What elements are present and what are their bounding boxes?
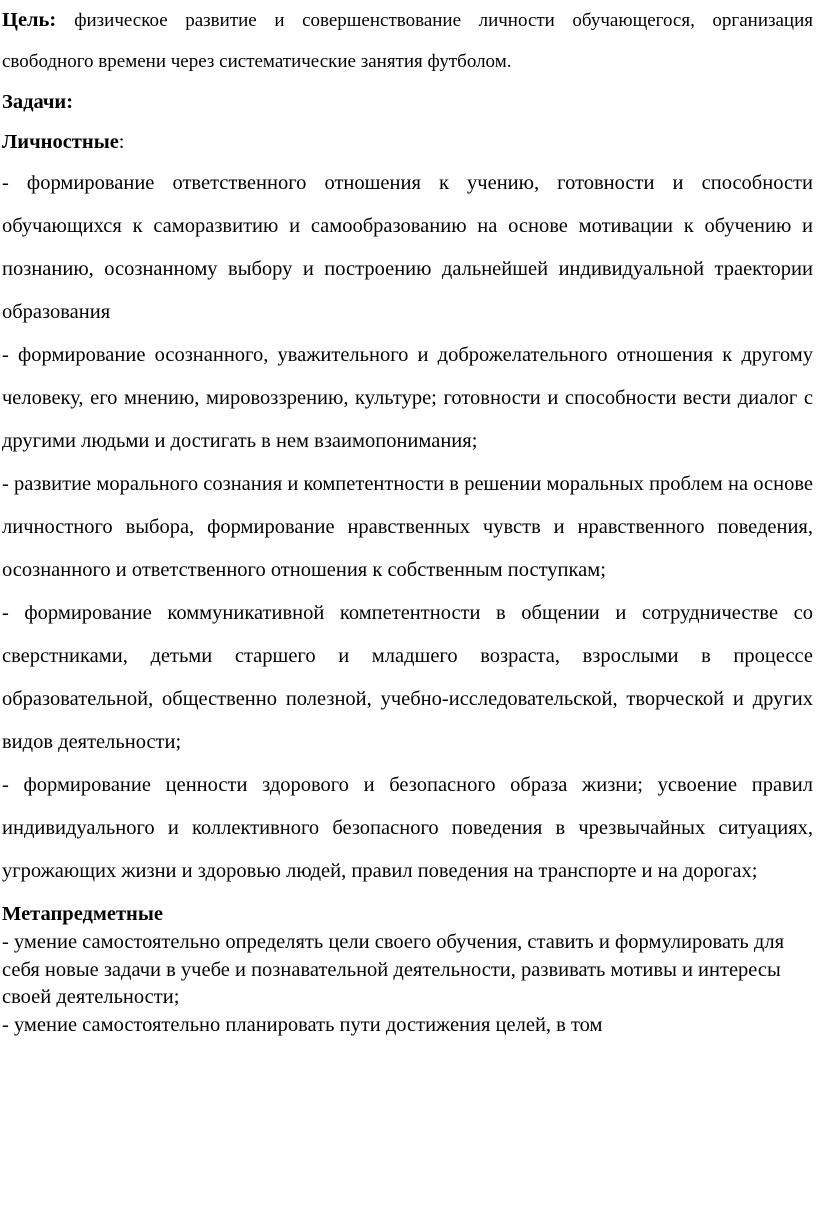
goal-text: физическое развитие и совершенствование личности обучающегося, организация свободного времени через систематические занятия футболом. bbox=[2, 10, 814, 72]
tasks-heading: Задачи: bbox=[2, 91, 74, 113]
personal-item-2: - формирование осознанного, уважительного и доброжелательного отношения к другому человеку, его мнению, мировоззрению, культуре; готовности и способности вести диалог с другими людьми и достигать в нем взаимопонимания; bbox=[2, 344, 813, 452]
personal-heading: Личностные bbox=[2, 131, 119, 153]
personal-heading-colon: : bbox=[118, 131, 125, 153]
goal-paragraph bbox=[2, 0, 813, 82]
personal-item-3: - развитие морального сознания и компетентности в решении моральных проблем на основе личностного выбора, формирование нравственных чувств и нравственного поведения, осознанного и ответственного отношения к собственным поступкам; bbox=[2, 473, 813, 581]
metasubject-item-2: - умение самостоятельно планировать пути достижения целей, в том bbox=[2, 1013, 603, 1036]
personal-item-5: - формирование ценности здорового и безопасного образа жизни; усвоение правил индивидуального и коллективного безопасного поведения в чрезвычайных ситуациях, угрожающих жизни и здоровью людей, правил поведения на транспорте и на дорогах; bbox=[2, 774, 813, 882]
goal-label: Цель: bbox=[2, 9, 57, 31]
personal-item-1: - формирование ответственного отношения к учению, готовности и способности обучающихся к саморазвитию и самообразованию на основе мотивации к обучению и познанию, осознанному выбору и построению дальнейшей индивидуальной траектории образования bbox=[2, 172, 813, 323]
metasubject-heading: Метапредметные bbox=[2, 903, 163, 925]
metasubject-item-1: - умение самостоятельно определять цели своего обучения, ставить и формулировать для себя новые задачи в учебе и познавательной деятельности, развивать мотивы и интересы своей деятельности; bbox=[2, 931, 784, 1008]
personal-heading-line bbox=[2, 122, 813, 162]
personal-item-4: - формирование коммуникативной компетентности в общении и сотрудничестве со сверстниками, детьми старшего и младшего возраста, взрослыми в процессе образовательной, общественно полезной, учебно-исследовательской, творческой и других видов деятельности; bbox=[2, 602, 813, 753]
